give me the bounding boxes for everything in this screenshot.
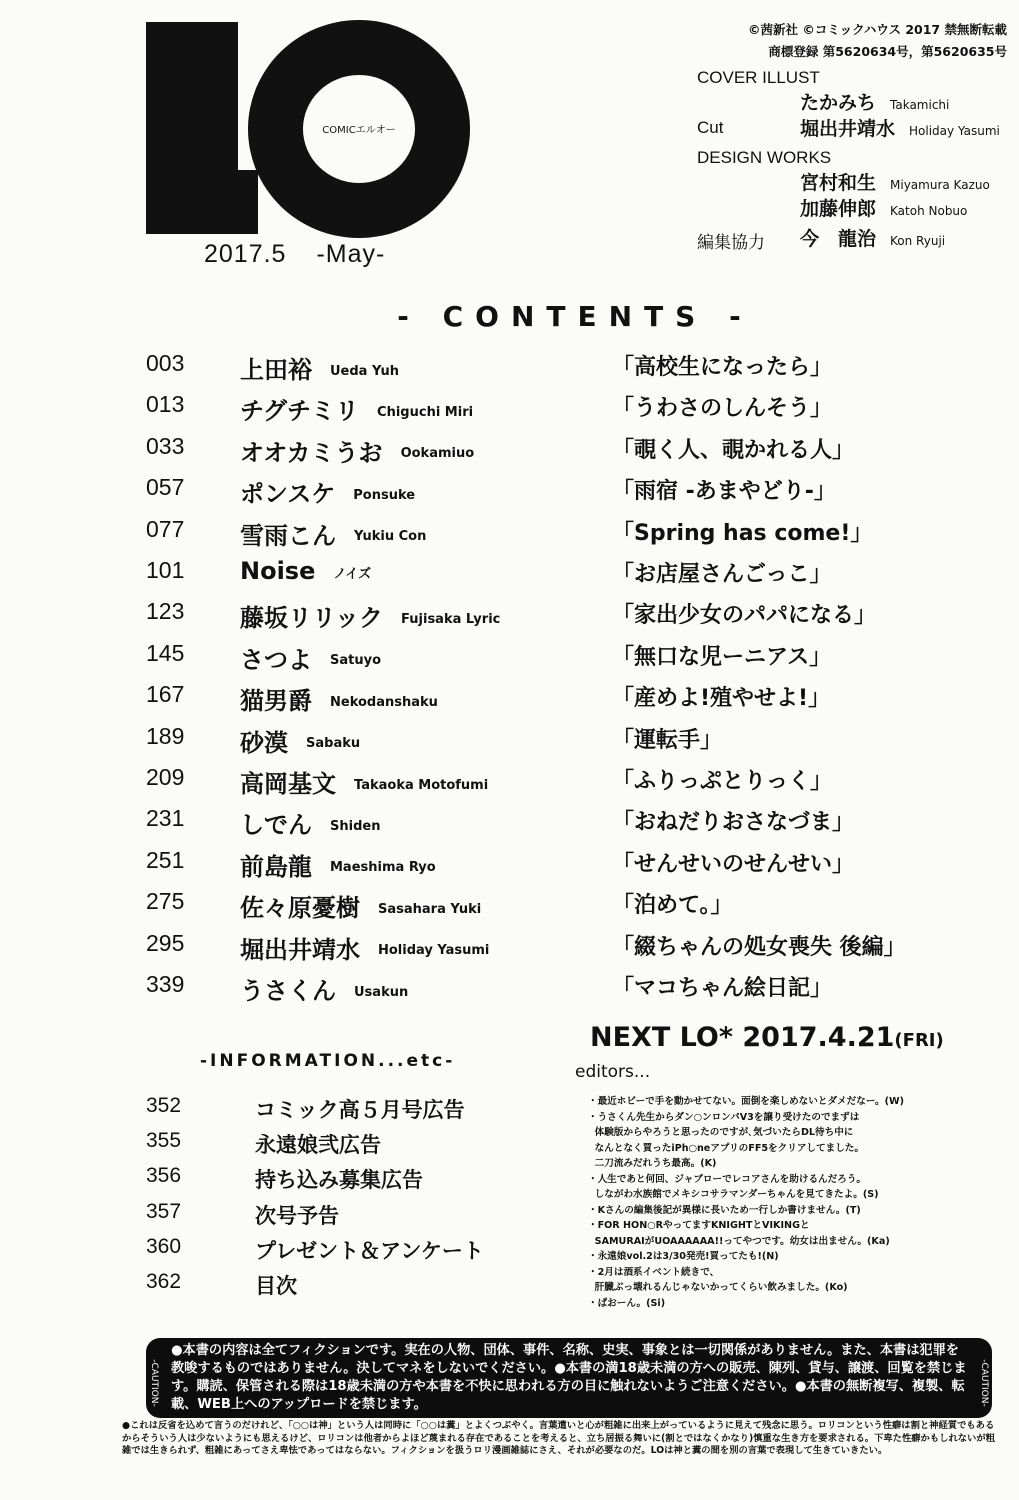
editorial-note: ●これは反省を込めて言うのだけれど、「○○は神」という人は同時に「○○は糞」とよくつぶやく。言葉遣いと心が粗雑に出来上がっているように見えて残念に思う。ロリコンという性癖は割と神経質でもあるからそういう人は少ないようにも思えるけど、ロリコンは他者からよほど蔑まれる存在であることを考えると、立ち居振る舞いに(割とではなくかなり)慎重な生き方を要求される。下卑た性癖かもしれないが粗雑では生きられず、粗雑にあってさえ卑怯であってはならない。フィクションを扱うロリ漫画雑誌にさえ、それが必要なのだ。LOは神と糞の間を別の言葉で表現して生きていきたい。 [122, 1420, 995, 1456]
story-title: 「お店屋さんごっこ」 [612, 562, 832, 587]
credit-name-jp: 堀出井靖水 [800, 118, 896, 140]
page-number: 209 [146, 764, 185, 790]
contents-row [0, 350, 1019, 390]
author-name: 藤坂リリック [240, 604, 384, 633]
author-romaji: Yukiu Con [354, 529, 427, 545]
contents-row [0, 474, 1019, 514]
story-title: 「高校生になったら」 [612, 355, 833, 380]
contents-row [0, 847, 1019, 887]
information-heading: -INFORMATION...etc- [200, 1051, 456, 1071]
author-romaji: ノイズ [333, 566, 372, 582]
credit-label: 編集協力 [697, 233, 765, 252]
author-name: 砂漠 [240, 728, 288, 757]
author-name: 雪雨こん [240, 521, 336, 550]
credit-name-jp: たかみち [800, 92, 877, 114]
issue-number: 2017.5 [204, 240, 287, 268]
author [240, 474, 415, 509]
contents-row [0, 971, 1019, 1011]
editors-notes: ・最近ホビーで手を動かせてない。面倒を楽しめないとダメだなー。(W) ・うさくん先生からダン○ンロンパV3を譲り受けたのでまずは 体験版からやろうと思ったのですが､気づいたらDL待ち中に なんとなく買ったiPh○neアプリのFF5をクリアしてました。 二刀流みだれうち最高。(K) ・人生であと何回、ジャブローでレコアさんを助けるんだろう。 しながわ水族館でメキシコサラマンダーちゃんを見てきたよ。(S) ・Kさんの編集後記が異様に長いため一行しか書けません。(T) ・FOR HON○RやってますKNIGHTとVIKINGと SAMURAIがUOAAAAAA!!ってやつです。幼女は出ません。(Ka) ・永遠娘vol.2は3/30発売!買ってたも!(N) ・2月は酒系イベント続きで、 肝臓ぶっ壊れるんじゃないかってくらい飲みました。(Ko) ・ぱおーん。(Si) [588, 1096, 904, 1309]
contents-row [0, 598, 1019, 638]
author-name: 上田裕 [240, 356, 312, 384]
page-number: 251 [146, 846, 185, 873]
contents-row [0, 930, 1019, 970]
author-romaji: Takaoka Motofumi [354, 777, 489, 793]
credit-name-romaji: Holiday Yasumi [909, 124, 1000, 138]
author [240, 557, 371, 585]
author [240, 930, 489, 965]
story-title: 「無口な児ーニアス」 [612, 644, 832, 670]
credit-name-jp: 宮村和生 [800, 172, 877, 194]
author [240, 723, 360, 758]
story-title: 「泊めて。」 [612, 893, 733, 919]
author-romaji: Holiday Yasumi [378, 943, 490, 959]
story-title: 「家出少女のパパになる」 [612, 603, 877, 629]
credit-name-jp: 加藤伸郎 [800, 198, 877, 220]
editors-heading: editors... [575, 1062, 651, 1082]
contents-row [0, 723, 1019, 763]
story-title: 「せんせいのせんせい」 [612, 851, 855, 877]
information-label: コミック高５月号広告 [255, 1098, 465, 1122]
author-romaji: Ookamiuo [400, 446, 475, 462]
page-number: 189 [146, 722, 185, 749]
caution-text: ●本書の内容は全てフィクションです。実在の人物、団体、事件、名称、史実、事象とは一切関係がありません。また、本書は犯罪を教唆するものではありません。決してマネをしないでください。●本書の満18歳未満の方への販売、陳列、貸与、譲渡、回覧を禁じます。購読、保管される際は18歳未満の方や本書を不快に思われる方の目に触れないようご注意ください。●本書の無断複写、複製、転載、WEB上へのアップロードを禁じます。 [171, 1343, 967, 1412]
information-label: 次号予告 [255, 1203, 339, 1228]
credit-label: Cut [697, 118, 724, 137]
page-number: 145 [146, 639, 185, 666]
page-number: 077 [146, 515, 185, 542]
author [240, 681, 438, 716]
trademark-line: 商標登録 第5620634号，第5620635号 [768, 44, 1007, 59]
page-number: 101 [146, 557, 185, 583]
logo-subtitle: COMICエルオー [322, 125, 396, 136]
author [240, 391, 473, 426]
credit-name-romaji: Kon Ryuji [890, 234, 946, 248]
story-title: 「運転手」 [612, 727, 723, 753]
contents-row [0, 805, 1019, 845]
author-romaji: Fujisaka Lyric [401, 611, 501, 627]
author [240, 598, 500, 633]
story-title: 「マコちゃん絵日記」 [612, 976, 833, 1001]
page-number: 356 [146, 1164, 182, 1188]
author-romaji: Satuyo [330, 653, 382, 669]
contents-row [0, 391, 1019, 431]
author-name: さつよ [240, 645, 312, 674]
story-title: 「おねだりおさなづま」 [612, 810, 855, 836]
author [240, 888, 481, 923]
author-name: Noise [240, 557, 316, 585]
author-name: オオカミうお [240, 438, 383, 467]
information-label: 持ち込み募集広告 [255, 1168, 423, 1193]
page-number: 231 [146, 805, 185, 832]
caution-box [146, 1338, 992, 1418]
page-number: 057 [146, 474, 185, 501]
author [240, 764, 488, 799]
author-romaji: Shiden [330, 818, 381, 834]
caution-tag-right: -CAUTION- [979, 1359, 989, 1407]
contents-row [0, 516, 1019, 556]
credit-name [800, 114, 1000, 141]
information-label: 永遠娘弐広告 [255, 1133, 381, 1158]
information-label: 目次 [255, 1274, 297, 1298]
page-number: 339 [146, 971, 185, 997]
credit-name [800, 88, 949, 115]
story-title: 「産めよ!殖やせよ!」 [612, 686, 831, 712]
credit-name-romaji: Katoh Nobuo [890, 204, 968, 218]
author-romaji: Nekodanshaku [330, 694, 438, 710]
contents-row [0, 764, 1019, 804]
story-title: 「綴ちゃんの処女喪失 後編」 [612, 934, 906, 960]
author-name: 佐々原憂樹 [240, 894, 360, 923]
story-title: 「ふりっぷとりっく」 [612, 769, 833, 794]
page-number: 357 [146, 1199, 182, 1223]
author-name: 猫男爵 [240, 687, 312, 716]
author-romaji: Sabaku [306, 736, 361, 752]
contents-row [0, 888, 1019, 928]
page-number: 362 [146, 1270, 182, 1293]
caution-tag-left: -CAUTION- [149, 1359, 159, 1407]
story-title: 「雨宿 -あまやどり-」 [612, 479, 836, 505]
contents-row [0, 557, 1019, 597]
credit-name [800, 168, 990, 195]
credit-name [800, 194, 967, 221]
author [240, 433, 474, 468]
credit-name-romaji: Miyamura Kazuo [890, 178, 990, 192]
page-number: 295 [146, 929, 185, 956]
contents-row [0, 640, 1019, 680]
author-romaji: Ponsuke [353, 487, 416, 503]
page-number: 352 [146, 1094, 182, 1117]
page-number: 033 [146, 432, 185, 459]
author-name: チグチミリ [240, 397, 360, 426]
page-number: 355 [146, 1129, 182, 1153]
author [240, 640, 381, 675]
page-number: 167 [146, 681, 185, 708]
author-name: 堀出井靖水 [240, 935, 360, 964]
issue-month: -May- [316, 240, 386, 268]
author-name: しでん [240, 811, 312, 840]
author [240, 516, 426, 551]
next-issue-date: NEXT LO* 2017.4.21 [590, 1022, 895, 1053]
author-romaji: Maeshima Ryo [330, 860, 436, 876]
contents-heading: - CONTENTS - [397, 300, 753, 333]
page-number: 013 [146, 391, 185, 418]
author [240, 971, 408, 1006]
author [240, 350, 399, 385]
credit-name [800, 224, 945, 251]
author-name: 前島龍 [240, 852, 312, 881]
credit-name-jp: 今 龍治 [800, 228, 877, 250]
author-name: 高岡基文 [240, 770, 336, 798]
author [240, 805, 380, 840]
author-name: ポンスケ [240, 480, 336, 509]
credit-name-romaji: Takamichi [890, 98, 950, 112]
story-title: 「覗く人、覗かれる人」 [612, 437, 855, 463]
author-romaji: Sasahara Yuki [378, 901, 482, 917]
story-title: 「Spring has come!」 [612, 520, 873, 546]
next-issue [590, 1022, 944, 1053]
issue-date [204, 240, 385, 269]
credit-label: DESIGN WORKS [697, 148, 832, 167]
page-number: 123 [146, 598, 185, 625]
author [240, 847, 436, 882]
author-romaji: Usakun [354, 984, 409, 1000]
logo-letter-l-foot [146, 170, 258, 234]
author-romaji: Ueda Yuh [330, 363, 399, 379]
next-issue-day: (FRI) [894, 1030, 944, 1051]
credit-label: COVER ILLUST [697, 68, 820, 87]
copyright-line: ©茜新社 ©コミックハウス 2017 禁無断転載 [748, 22, 1007, 37]
contents-row [0, 433, 1019, 473]
page-number: 360 [146, 1234, 182, 1258]
author-romaji: Chiguchi Miri [377, 404, 474, 420]
page-number: 003 [146, 350, 185, 376]
contents-row [0, 681, 1019, 721]
author-name: うさくん [240, 977, 336, 1005]
page-number: 275 [146, 888, 185, 915]
story-title: 「うわさのしんそう」 [612, 396, 833, 422]
information-label: プレゼント＆アンケート [255, 1238, 484, 1263]
